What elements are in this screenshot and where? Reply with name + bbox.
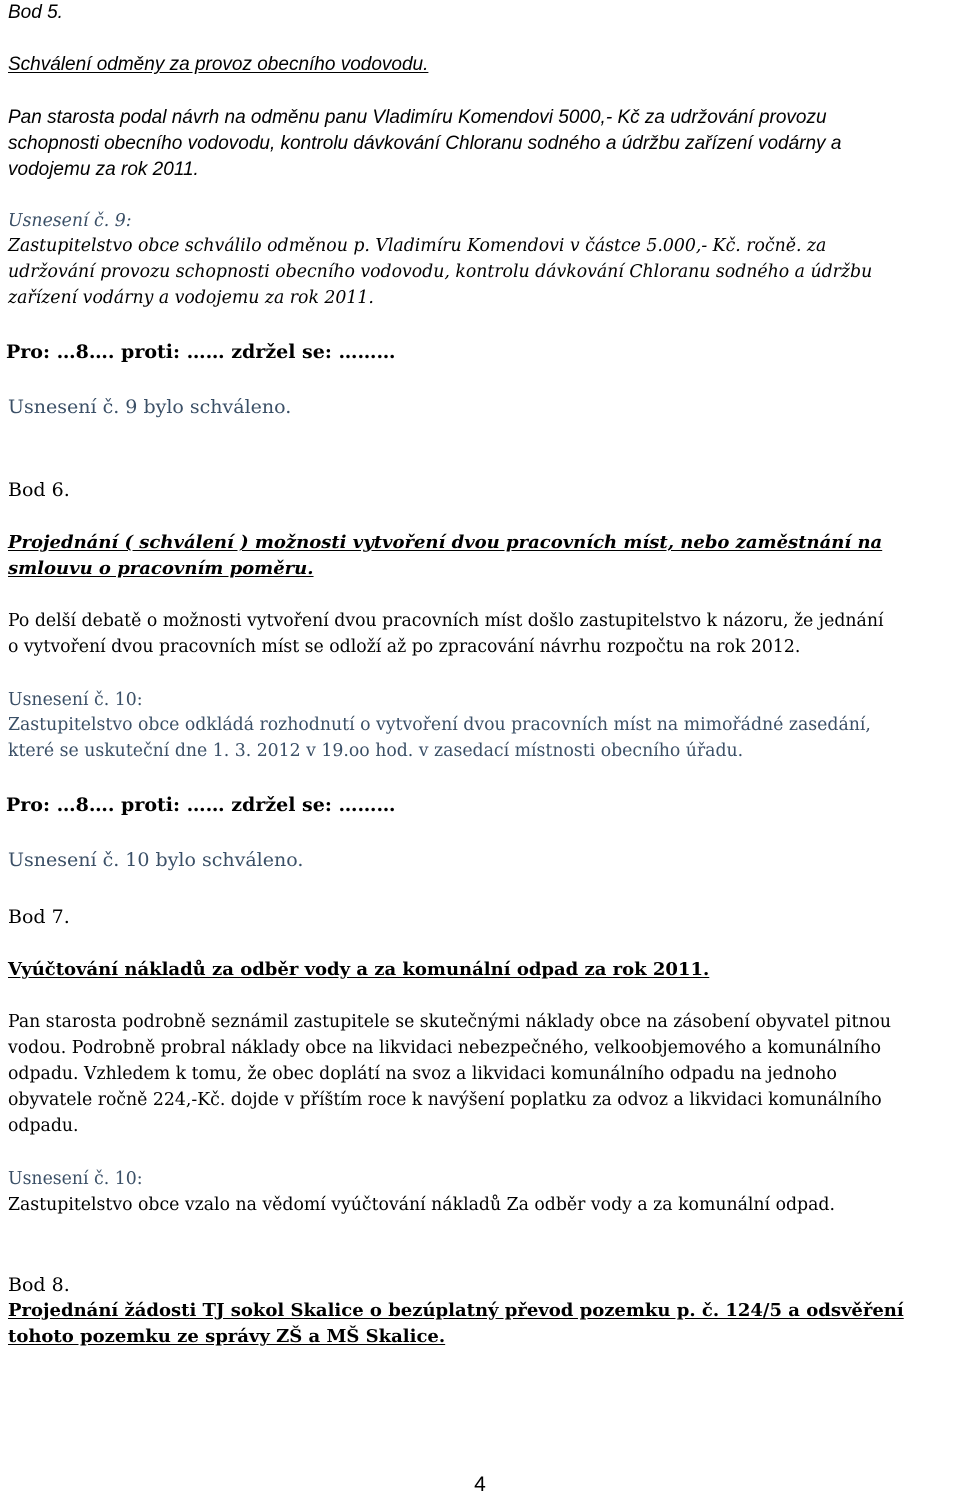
bod6-vote: Pro: …8…. proti: …… zdržel se: ……… [6, 794, 396, 816]
bod5-vote: Pro: …8…. proti: …… zdržel se: ……… [6, 341, 396, 363]
bod5-body-line-2: schopnosti obecního vodovodu, kontrolu dávkování Chloranu sodného a údržbu zařízení vodárny a [8, 133, 842, 154]
bod5-body-line-1: Pan starosta podal návrh na odměnu panu Vladimíru Komendovi 5000,- Kč za udržování provozu [8, 107, 827, 128]
bod7-title: Vyúčtování nákladů za odběr vody a za komunální odpad za rok 2011. [8, 959, 710, 980]
bod6-body-line-2: o vytvoření dvou pracovních míst se odloží až po zpracování návrhu rozpočtu na rok 2012. [8, 637, 801, 657]
bod5-resolution-line-3: zařízení vodárny a vodojemu za rok 2011. [8, 288, 374, 308]
bod7-resolution-text: Zastupitelstvo obce vzalo na vědomí vyúčtování nákladů Za odběr vody a za komunální odpad. [8, 1195, 835, 1215]
bod8-heading: Bod 8. [8, 1274, 70, 1296]
bod7-body-line-5: odpadu. [8, 1116, 79, 1136]
bod5-heading: Bod 5. [8, 2, 63, 23]
bod5-body-line-3: vodojemu za rok 2011. [8, 159, 199, 180]
bod7-heading: Bod 7. [8, 906, 70, 928]
bod6-resolution-line-1: Zastupitelstvo obce odkládá rozhodnutí o vytvoření dvou pracovních míst na mimořádné zasedání, [8, 715, 871, 735]
bod7-body-line-2: vodou. Podrobně probral náklady obce na likvidaci nebezpečného, velkoobjemového a komunálního [8, 1038, 882, 1058]
bod7-body-line-3: odpadu. Vzhledem k tomu, že obec doplátí na svoz a likvidaci komunálního odpadu na jednoho [8, 1064, 837, 1084]
bod8-title-line-2: tohoto pozemku ze správy ZŠ a MŠ Skalice. [8, 1326, 446, 1347]
bod6-resolution-label: Usnesení č. 10: [8, 690, 143, 710]
bod7-resolution-label: Usnesení č. 10: [8, 1169, 143, 1189]
bod5-result: Usnesení č. 9 bylo schváleno. [8, 396, 292, 418]
bod5-resolution-label: Usnesení č. 9: [8, 211, 132, 231]
bod5-title: Schválení odměny za provoz obecního vodovodu. [8, 54, 429, 75]
bod6-title-line-1: Projednání ( schválení ) možnosti vytvoření dvou pracovních míst, nebo zaměstnání na [8, 532, 883, 553]
bod6-body-line-1: Po delší debatě o možnosti vytvoření dvou pracovních míst došlo zastupitelstvo k názoru, že jednání [8, 611, 884, 631]
bod6-heading: Bod 6. [8, 479, 70, 501]
bod8-title-line-1: Projednání žádosti TJ sokol Skalice o bezúplatný převod pozemku p. č. 124/5 a odsvěření [8, 1300, 904, 1321]
bod7-body-line-1: Pan starosta podrobně seznámil zastupitele se skutečnými náklady obce na zásobení obyvatel pitnou [8, 1012, 892, 1032]
bod5-resolution-line-1: Zastupitelstvo obce schválilo odměnou p. Vladimíru Komendovi v částce 5.000,- Kč. ročně. za [8, 236, 827, 256]
bod7-body-line-4: obyvatele ročně 224,-Kč. dojde v příštím roce k navýšení poplatku za odvoz a likvidaci komunálního [8, 1090, 882, 1110]
bod5-resolution-line-2: udržování provozu schopnosti obecního vodovodu, kontrolu dávkování Chloranu sodného a údržbu [8, 262, 873, 282]
bod6-result: Usnesení č. 10 bylo schváleno. [8, 849, 304, 871]
bod6-title-line-2: smlouvu o pracovním poměru. [8, 558, 314, 579]
page-number: 4 [474, 1473, 486, 1496]
bod6-resolution-line-2: které se uskuteční dne 1. 3. 2012 v 19.oo hod. v zasedací místnosti obecního úřadu. [8, 741, 744, 761]
